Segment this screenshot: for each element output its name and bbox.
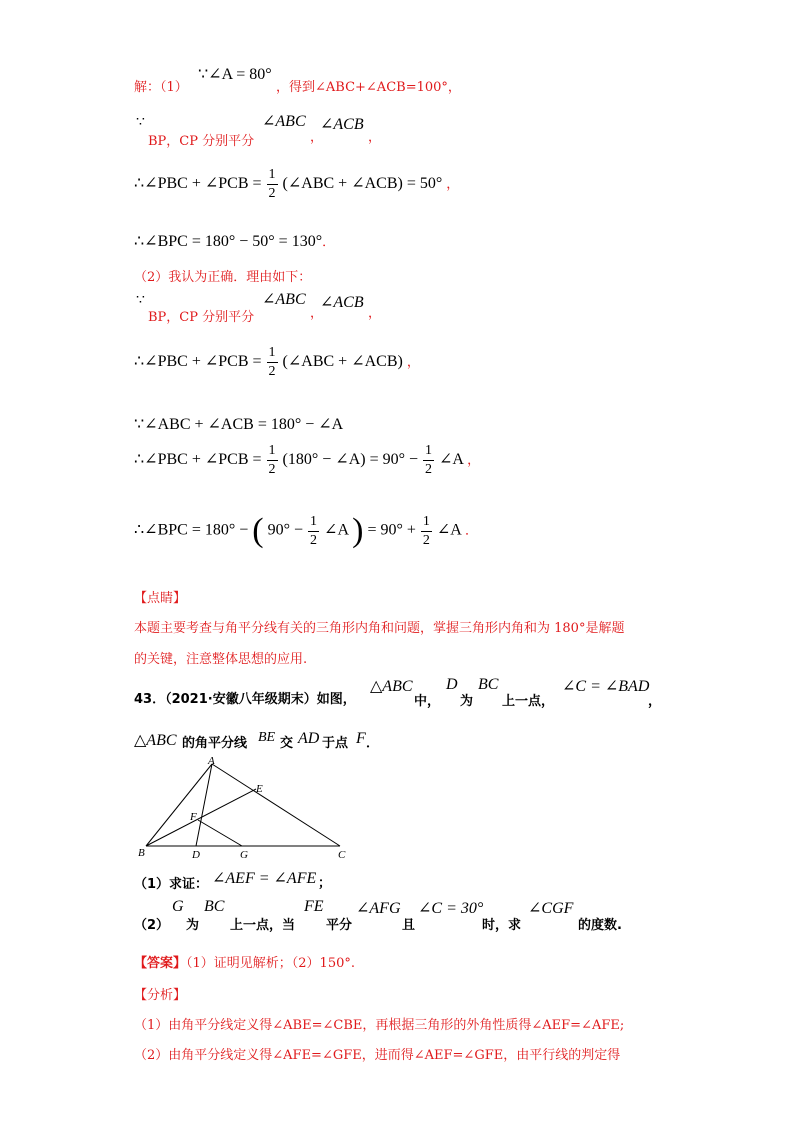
side-ac xyxy=(212,764,340,846)
comment-text-1: 本题主要考查与角平分线有关的三角形内角和问题，掌握三角形内角和为 180°是解题 xyxy=(134,621,625,636)
angle-afg: ∠AFG xyxy=(356,900,401,917)
segment-be: BE xyxy=(258,730,276,745)
eq1-lhs: ∴∠PBC + ∠PCB = xyxy=(134,175,262,193)
eq2-tail: ． xyxy=(322,234,336,249)
q2-bisect: 平分 xyxy=(326,918,353,933)
because-symbol: ∵ xyxy=(136,114,145,130)
analysis-line-2: （2）由角平分线定义得∠AFE=∠GFE，进而得∠AEF=∠GFE，由平行线的判定得 xyxy=(134,1048,621,1063)
equation-2 xyxy=(134,231,335,251)
problem-number: 43．（2021·安徽八年级期末）如图， xyxy=(134,692,356,707)
equation-4: ∵∠ABC + ∠ACB = 180° − ∠A xyxy=(134,416,344,433)
angle-abc-2: ∠ABC xyxy=(262,291,306,308)
half-fraction: $\frac{1}{2}$ xyxy=(268,167,276,201)
q2-label: （2） xyxy=(134,918,170,933)
given-angle-a: ∵∠A = 80° xyxy=(198,66,272,83)
angle-acb-1: ∠ACB xyxy=(320,116,364,133)
point-d: D xyxy=(446,676,458,693)
q2-bc: BC xyxy=(204,898,225,915)
label-c: C xyxy=(338,849,346,861)
period: ． xyxy=(366,736,380,751)
comma: ， xyxy=(648,694,662,709)
label-d: D xyxy=(192,849,200,861)
triangle-abc: △ABC xyxy=(370,678,413,695)
point-g: G xyxy=(172,898,184,915)
segment-be-line xyxy=(146,789,256,846)
tail-2: ， xyxy=(368,306,382,321)
comment-text-2: 的关键，注意整体思想的应用. xyxy=(134,652,308,667)
part1-label: 解：（1） xyxy=(134,80,188,95)
bp-cp-bisect-2: BP，CP 分别平分 xyxy=(148,310,255,325)
equation-5: ∴∠PBC + ∠PCB = $\frac{1}{2}$ (180° − ∠A) = 90° − $\frac{1}{2}$ ∠A ， xyxy=(134,443,481,477)
eq1-tail: ， xyxy=(446,176,460,192)
side-ab xyxy=(146,764,212,846)
q1-label: （1）求证： xyxy=(134,877,209,892)
comment-heading: 【点睛】 xyxy=(134,591,187,606)
segment-bc: BC xyxy=(478,676,499,693)
point-f: F xyxy=(356,730,366,747)
angle-acb-2: ∠ACB xyxy=(320,294,364,311)
segment-ad: AD xyxy=(298,730,320,747)
label-f: F xyxy=(190,811,197,823)
segment-fe: FE xyxy=(304,898,324,915)
sep-1: ， xyxy=(310,130,324,145)
label-a: A xyxy=(208,755,215,767)
eq1-rhs: (∠ABC + ∠ACB) = 50° xyxy=(282,175,443,193)
q1-tail: ； xyxy=(318,876,332,891)
yu-point: 于点 xyxy=(322,736,349,751)
label-e: E xyxy=(256,783,263,795)
equation-6: ∴∠BPC = 180° − ( 90° − $\frac{1}{2}$ ∠A ) = 90° + $\frac{1}{2}$ ∠A ． xyxy=(134,512,478,549)
triangle-abc-2: △ABC xyxy=(134,732,177,749)
q2-on: 上一点，当 xyxy=(230,918,296,933)
equation-1 xyxy=(134,168,459,201)
triangle-figure xyxy=(130,752,360,862)
answer-line xyxy=(134,952,355,971)
zhong: 中， xyxy=(414,694,441,709)
q2-when: 时，求 xyxy=(482,918,522,933)
analysis-line-1: （1）由角平分线定义得∠ABE=∠CBE，再根据三角形的外角性质得∠AEF=∠AFE; xyxy=(134,1018,625,1033)
label-g: G xyxy=(240,849,248,861)
analysis-heading: 【分析】 xyxy=(134,988,187,1003)
label-b: B xyxy=(138,847,145,859)
angle-c-30: ∠C = 30° xyxy=(418,900,484,917)
q1-equation: ∠AEF = ∠AFE xyxy=(212,870,317,887)
angle-bisector-text: 的角平分线 xyxy=(182,736,248,751)
q2-degree: 的度数. xyxy=(578,918,622,933)
segment-fg-line xyxy=(198,820,242,846)
because-symbol-2: ∵ xyxy=(136,292,145,308)
jiao: 交 xyxy=(280,736,294,751)
on-point: 上一点， xyxy=(502,694,555,709)
angle-cgf: ∠CGF xyxy=(528,900,574,917)
angle-abc-1: ∠ABC xyxy=(262,113,306,130)
tail-1: ， xyxy=(368,130,382,145)
condition-c-bad: ∠C = ∠BAD xyxy=(562,678,650,695)
part1-result: ，得到∠ABC+∠ACB=100°， xyxy=(276,80,461,95)
sep-2: ， xyxy=(310,306,324,321)
part2-title: （2）我认为正确．理由如下： xyxy=(134,270,312,285)
equation-3: ∴∠PBC + ∠PCB = $\frac{1}{2}$ (∠ABC + ∠ACB) ， xyxy=(134,345,420,379)
answer-text: （1）证明见解析；（2）150°. xyxy=(186,956,356,971)
segment-ad-line xyxy=(196,764,212,846)
answer-heading: 【答案】 xyxy=(134,956,187,971)
bp-cp-bisect-1: BP，CP 分别平分 xyxy=(148,134,255,149)
q2-wei: 为 xyxy=(186,918,200,933)
wei: 为 xyxy=(460,694,474,709)
q2-and: 且 xyxy=(402,918,416,933)
eq2-text: ∴∠BPC = 180° − 50° = 130° xyxy=(134,233,323,250)
